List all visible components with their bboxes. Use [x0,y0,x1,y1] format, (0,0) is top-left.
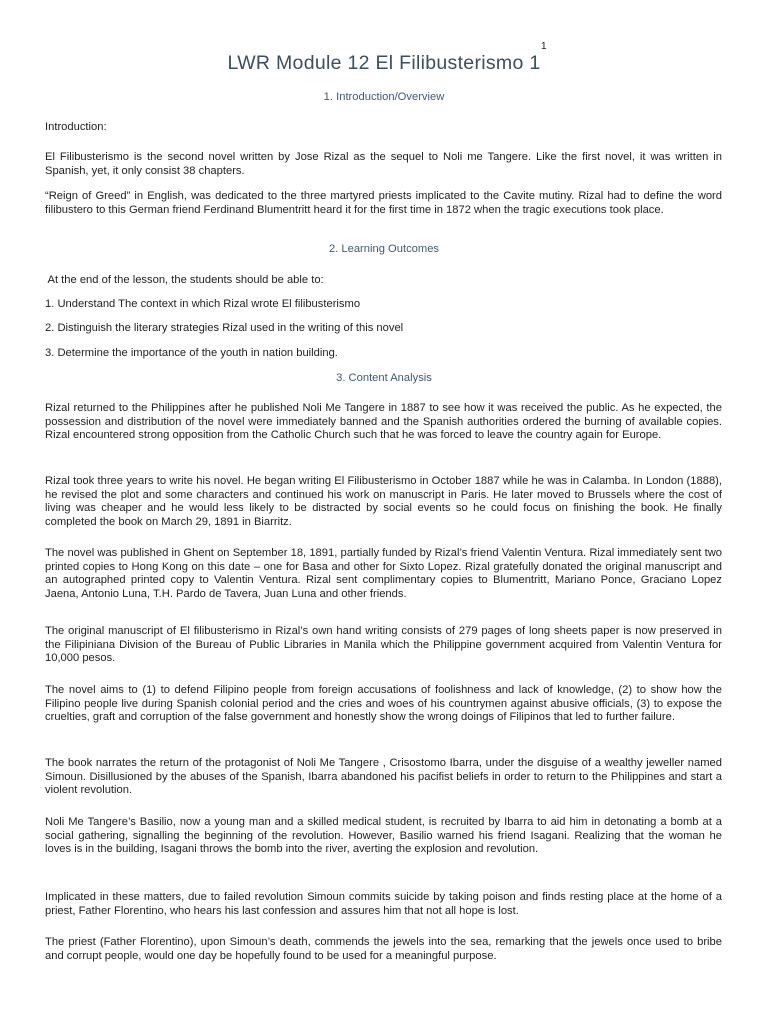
introduction-paragraph-2 [45,190,722,217]
analysis-paragraph-2 [45,475,722,529]
paragraph: Rizal returned to the Philippines after he published Noli Me Tangere in 1887 to see how it was received the public. As he expected, the possession and distribution of the novel were immediately banned and the Spanish authorities ordered the burning of available copies. Rizal encountered strong opposition from the Catholic Church such that he was forced to leave the country again for Europe. [45,402,722,442]
list-item: 1. Understand The context in which Rizal wrote El filibusterismo [45,298,361,310]
list-item: 2. Distinguish the literary strategies Rizal used in the writing of this novel [45,322,404,334]
analysis-paragraph-3 [45,547,722,601]
paragraph: The priest (Father Florentino), upon Simoun’s death, commends the jewels into the sea, remarking that the jewels once used to bribe and corrupt people, would one day be hopefully found to be used for a meaningful purpose. [45,936,722,962]
paragraph: The novel aims to (1) to defend Filipino people from foreign accusations of foolishness and lack of knowledge, (2) to show how the Filipino people live during Spanish colonial period and the cries and woes of his countrymen against abusive officials, (3) to expose the cruelties, graft and corruption of the false government and honestly show the wrong doings of Filipinos that led to further failure. [45,684,722,724]
introduction-section [45,121,722,135]
analysis-paragraph-4 [45,625,722,666]
paragraph: The novel was published in Ghent on September 18, 1891, partially funded by Rizal’s friend Valentin Ventura. Rizal immediately sent two printed copies to Hong Kong on this date – one for Basa and other for Sixto Lopez. Rizal gratefully donated the original manuscript and an autographed printed copy to Valentin Ventura. Rizal sent complimentary copies to Blumentritt, Mariano Ponce, Graciano Lopez Jaena, Antonio Luna, T.H. Pardo de Tavera, Juan Luna and other friends. [45,547,722,600]
outcome-item-2 [45,322,722,336]
paragraph: At the end of the lesson, the students should be able to: [45,274,324,286]
analysis-paragraph-6 [45,757,722,798]
paragraph: The original manuscript of El filibusterismo in Rizal’s own hand writing consists of 279 pages of long sheets paper is now preserved in the Filipiniana Division of the Bureau of Public Libraries in Manila which the Philippine government acquired from Valentin Ventura for 10,000 pesos. [45,625,722,665]
section-heading-introduction: 1. Introduction/Overview [323,91,445,103]
section-heading-content-analysis: 3. Content Analysis [336,372,432,384]
analysis-paragraph-7 [45,816,722,857]
paragraph: Implicated in these matters, due to failed revolution Simoun commits suicide by taking poison and finds resting place at the home of a priest, Father Florentino, who hears his last confession and assures him that not all hope is lost. [45,891,722,917]
list-item: 3. Determine the importance of the youth in nation building. [45,347,338,359]
outcome-item-1 [45,298,722,312]
paragraph: “Reign of Greed” in English, was dedicated to the three martyred priests implicated to the Cavite mutiny. Rizal had to define the word filibustero to this German friend Ferdinand Blumentritt heard it for the first time in 1872 when the tragic executions took place. [45,190,722,216]
introduction-label: Introduction: [45,121,107,133]
introduction-paragraph-1 [45,151,722,178]
outcome-item-3 [45,347,722,361]
paragraph: Rizal took three years to write his novel. He began writing El Filibusterismo in October 1887 while he was in Calamba. In London (1888), he revised the plot and some characters and continued his work on manuscript in Paris. He later moved to Brussels where the cost of living was cheaper and he would less likely to be distracted by social events so he could focus on finishing the book. He finally completed the book on March 29, 1891 in Biarritz. [45,475,722,528]
page-title: LWR Module 12 El Filibusterismo 1 [227,52,541,74]
paragraph: The book narrates the return of the protagonist of Noli Me Tangere , Crisostomo Ibarra, under the disguise of a wealthy jeweller named Simoun. Disillusioned by the abuses of the Spanish, Ibarra abandoned his pacifist beliefs in order to return to the Philippines and start a violent revolution. [45,757,722,797]
analysis-paragraph-9 [45,936,722,963]
paragraph: El Filibusterismo is the second novel written by Jose Rizal as the sequel to Noli me Tangere. Like the first novel, it was written in Spanish, yet, it only consist 38 chapters. [45,151,722,177]
section-heading-learning-outcomes: 2. Learning Outcomes [328,243,440,255]
analysis-paragraph-5 [45,684,722,725]
page-number: 1 [541,41,547,52]
outcomes-lead [45,274,722,288]
analysis-paragraph-1 [45,402,722,443]
analysis-paragraph-8 [45,891,722,918]
paragraph: Noli Me Tangere’s Basilio, now a young man and a skilled medical student, is recruited by Ibarra to aid him in detonating a bomb at a social gathering, signalling the beginning of the revolution. However, Basilio warned his friend Isagani. Realizing that the woman he loves is in the building, Isagani throws the bomb into the river, averting the explosion and revolution. [45,816,722,856]
